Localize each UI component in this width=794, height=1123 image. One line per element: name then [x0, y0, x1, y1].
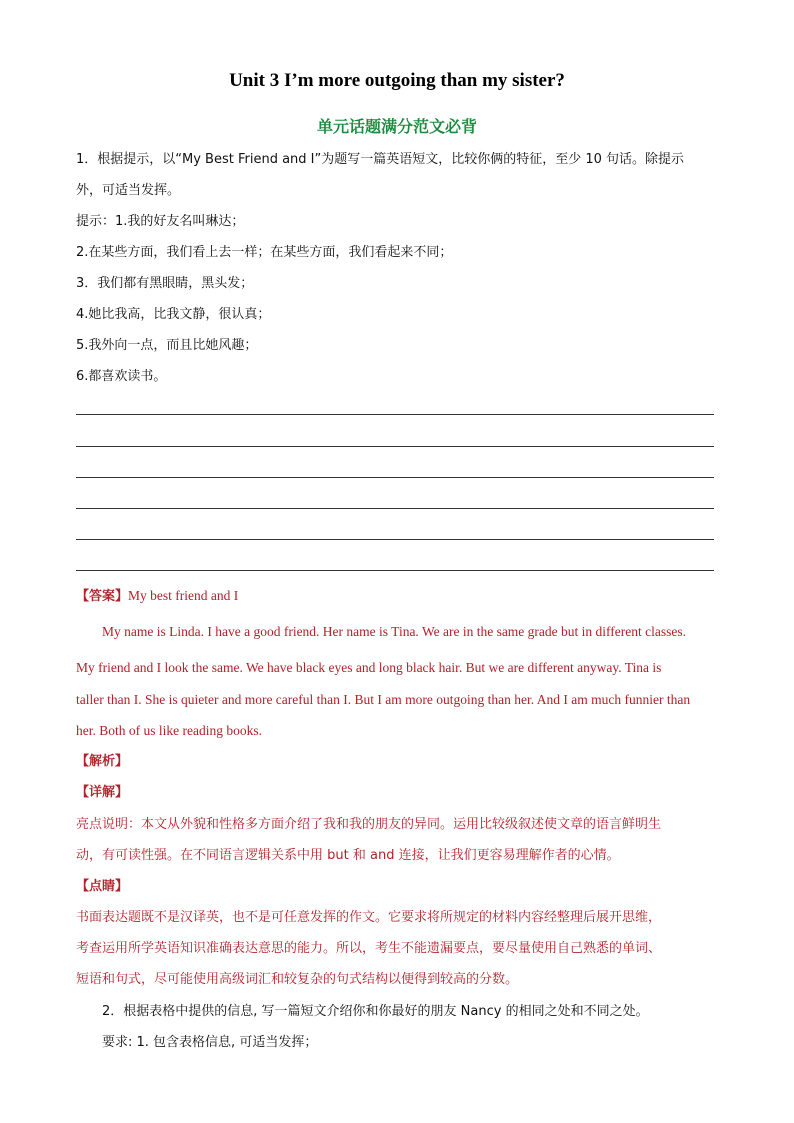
answer-heading	[76, 586, 238, 607]
q1-prompt-line-1: 1．根据提示，以“My Best Friend and I”为题写一篇英语短文，比较你俩的特征，至少 10 句话。除提示	[76, 152, 685, 167]
q1-hint-4: 4.她比我高，比我文静，很认真；	[76, 307, 271, 322]
answer-title: My best friend and I	[128, 588, 239, 603]
writing-line	[76, 570, 714, 571]
q1-prompt-line-2: 外，可适当发挥。	[76, 183, 181, 198]
detail-label: 【详解】	[76, 785, 129, 800]
page-subtitle: 单元话题满分范文必背	[316, 117, 477, 136]
writing-line	[76, 539, 714, 540]
answer-line-1: My name is Linda. I have a good friend. Her name is Tina. We are in the same grade but in different classes.	[102, 624, 687, 639]
writing-line	[76, 477, 714, 478]
q1-hint-1: 提示：1.我的好友名叫琳达；	[76, 214, 245, 229]
q1-hint-2: 2.在某些方面，我们看上去一样；在某些方面，我们看起来不同；	[76, 245, 453, 260]
q1-hint-6: 6.都喜欢读书。	[76, 369, 167, 384]
q1-hint-5: 5.我外向一点，而且比她风趣；	[76, 338, 258, 353]
comment-line-2: 考查运用所学英语知识准确表达意思的能力。所以，考生不能遗漏要点，要尽量使用自己熟悉的单词、	[76, 941, 662, 956]
q2-requirement: 要求: 1. 包含表格信息, 可适当发挥；	[102, 1035, 318, 1050]
analysis-label: 【解析】	[76, 754, 129, 769]
q1-hint-3: 3．我们都有黑眼睛，黑头发；	[76, 276, 254, 291]
comment-label: 【点睛】	[76, 879, 129, 894]
answer-line-4: her. Both of us like reading books.	[76, 723, 262, 738]
writing-line	[76, 414, 714, 415]
writing-line	[76, 446, 714, 447]
comment-line-3: 短语和句式，尽可能使用高级词汇和较复杂的句式结构以便得到较高的分数。	[76, 972, 519, 987]
q2-prompt: 2．根据表格中提供的信息, 写一篇短文介绍你和你最好的朋友 Nancy 的相同之处和不同之处。	[102, 1004, 649, 1019]
answer-line-2: My friend and I look the same. We have black eyes and long black hair. But we are different anyway. Tina is	[76, 660, 662, 675]
detail-line-1: 亮点说明：本文从外貌和性格多方面介绍了我和我的朋友的异同。运用比较级叙述使文章的语言鲜明生	[76, 817, 662, 832]
answer-label: 【答案】	[76, 589, 129, 604]
page-title: Unit 3 I’m more outgoing than my sister?	[229, 70, 565, 91]
detail-line-2: 动，有可读性强。在不同语言逻辑关系中用 but 和 and 连接，让我们更容易理解作者的心情。	[76, 848, 620, 863]
writing-line	[76, 508, 714, 509]
comment-line-1: 书面表达题既不是汉译英，也不是可任意发挥的作文。它要求将所规定的材料内容经整理后展开思维，	[76, 910, 662, 925]
answer-line-3: taller than I. She is quieter and more careful than I. But I am more outgoing than her. And I am much funnier than	[76, 692, 691, 707]
